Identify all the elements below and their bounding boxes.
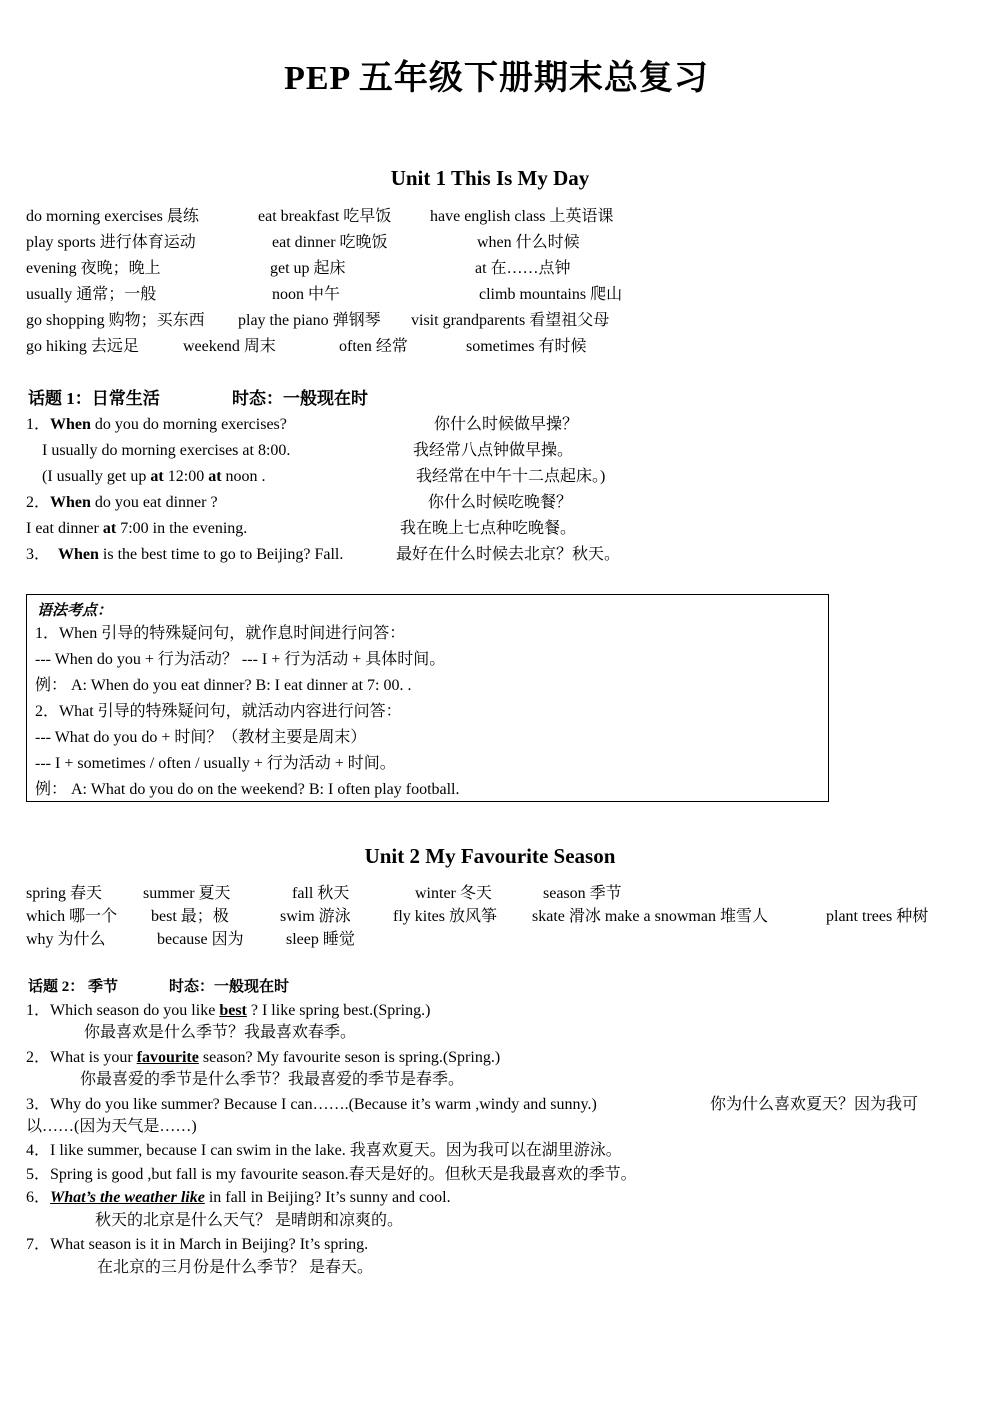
vocab-item: which 哪一个 [26, 908, 118, 925]
topic1-label: 话题 1：日常生活 [28, 389, 160, 408]
unit1-heading: Unit 1 This Is My Day [390, 166, 590, 190]
vocab-item: because 因为 [157, 931, 244, 948]
qa-translation: 你为什么喜欢夏天？因为我可 [710, 1096, 919, 1113]
topic2-tense: 时态：一般现在时 [169, 979, 290, 995]
qa-translation: 以……(因为天气是……) [26, 1118, 197, 1135]
qa-line: 4．I like summer, because I can swim in the lake. 我喜欢夏天。因为我可以在湖里游泳。 [26, 1142, 622, 1159]
vocab-item: spring 春天 [26, 885, 103, 902]
vocab-item: summer 夏天 [143, 885, 231, 902]
qa-line: I eat dinner at 7:00 in the evening. [26, 520, 248, 537]
vocab-item: winter 冬天 [415, 885, 492, 902]
grammar-line: 2．What 引导的特殊疑问句，就活动内容进行问答： [35, 703, 402, 720]
vocab-item: often 经常 [339, 338, 408, 355]
vocab-item: plant trees 种树 [826, 908, 929, 925]
qa-line: I usually do morning exercises at 8:00. [42, 442, 291, 459]
qa-line: 7．What season is it in March in Beijing? It’s spring. [26, 1236, 369, 1253]
vocab-item: go hiking 去远足 [26, 338, 139, 355]
qa-line: (I usually get up at 12:00 at noon . [42, 468, 266, 485]
vocab-item: usually 通常；一般 [26, 286, 157, 303]
qa-translation: 我经常在中午十二点起床。) [416, 468, 606, 485]
vocab-item: get up 起床 [270, 260, 346, 277]
qa-translation: 你什么时候吃晚餐？ [428, 494, 573, 511]
vocab-item: climb mountains 爬山 [479, 286, 623, 303]
qa-line: 3．Why do you like summer? Because I can…….(Because it’s warm ,windy and sunny.) [26, 1096, 597, 1113]
vocab-item: skate 滑冰 make a snowman 堆雪人 [532, 908, 768, 925]
vocab-item: sometimes 有时候 [466, 338, 587, 355]
grammar-line: --- When do you + 行为活动？ --- I + 行为活动 + 具体时间。 [35, 651, 446, 668]
qa-line: 2．What is your favourite season? My favourite seson is spring.(Spring.) [26, 1049, 501, 1066]
qa-translation: 在北京的三月份是什么季节？ 是春天。 [97, 1259, 374, 1276]
page-title: PEP 五年级下册期末总复习 [284, 60, 709, 97]
qa-line: 6．What’s the weather like in fall in Beijing? It’s sunny and cool. [26, 1189, 451, 1206]
qa-translation: 秋天的北京是什么天气？ 是晴朗和凉爽的。 [95, 1212, 404, 1229]
vocab-item: why 为什么 [26, 931, 106, 948]
vocab-item: weekend 周末 [183, 338, 276, 355]
vocab-item: do morning exercises 晨练 [26, 208, 199, 225]
vocab-item: swim 游泳 [280, 908, 351, 925]
vocab-item: eat breakfast 吃早饭 [258, 208, 392, 225]
qa-translation: 我经常八点钟做早操。 [413, 442, 574, 459]
vocab-item: play the piano 弹钢琴 [238, 312, 381, 329]
qa-line: 1．Which season do you like best ? I like spring best.(Spring.) [26, 1002, 431, 1019]
qa-translation: 你什么时候做早操？ [434, 416, 579, 433]
vocab-item: season 季节 [543, 885, 622, 902]
qa-line: 5．Spring is good ,but fall is my favourite season.春天是好的。但秋天是我最喜欢的季节。 [26, 1166, 637, 1183]
qa-line: 3． When is the best time to go to Beijing? Fall. [26, 546, 344, 563]
qa-translation: 最好在什么时候去北京？秋天。 [396, 546, 621, 563]
vocab-item: eat dinner 吃晚饭 [272, 234, 388, 251]
vocab-item: visit grandparents 看望祖父母 [411, 312, 610, 329]
grammar-line: --- I + sometimes / often / usually + 行为活动 + 时间。 [35, 755, 396, 772]
unit2-heading: Unit 2 My Favourite Season [364, 844, 616, 868]
grammar-line: 例： A: When do you eat dinner? B: I eat dinner at 7: 00. . [35, 677, 412, 694]
grammar-line: 1．When 引导的特殊疑问句，就作息时间进行问答： [35, 625, 406, 642]
vocab-item: noon 中午 [272, 286, 341, 303]
vocab-item: fall 秋天 [292, 885, 350, 902]
topic1-tense: 时态：一般现在时 [232, 389, 368, 408]
vocab-item: when 什么时候 [477, 234, 580, 251]
vocab-item: have english class 上英语课 [430, 208, 614, 225]
qa-translation: 你最喜欢是什么季节？我最喜欢春季。 [84, 1024, 357, 1041]
grammar-line: 例： A: What do you do on the weekend? B: I often play football. [35, 781, 460, 798]
vocab-item: best 最；极 [151, 908, 229, 925]
vocab-item: evening 夜晚；晚上 [26, 260, 161, 277]
topic2-label: 话题 2： 季节 [28, 979, 119, 995]
qa-line: 1．When do you do morning exercises? [26, 416, 287, 433]
vocab-item: go shopping 购物；买东西 [26, 312, 205, 329]
vocab-item: play sports 进行体育运动 [26, 234, 196, 251]
vocab-item: fly kites 放风筝 [393, 908, 497, 925]
vocab-item: sleep 睡觉 [286, 931, 355, 948]
qa-line: 2．When do you eat dinner ? [26, 494, 218, 511]
qa-translation: 你最喜爱的季节是什么季节？我最喜爱的季节是春季。 [80, 1071, 465, 1088]
qa-translation: 我在晚上七点种吃晚餐。 [400, 520, 577, 537]
grammar-line: --- What do you do + 时间？（教材主要是周末） [35, 729, 367, 746]
vocab-item: at 在……点钟 [475, 260, 571, 277]
grammar-box [26, 594, 829, 802]
grammar-heading: 语法考点： [37, 603, 113, 619]
